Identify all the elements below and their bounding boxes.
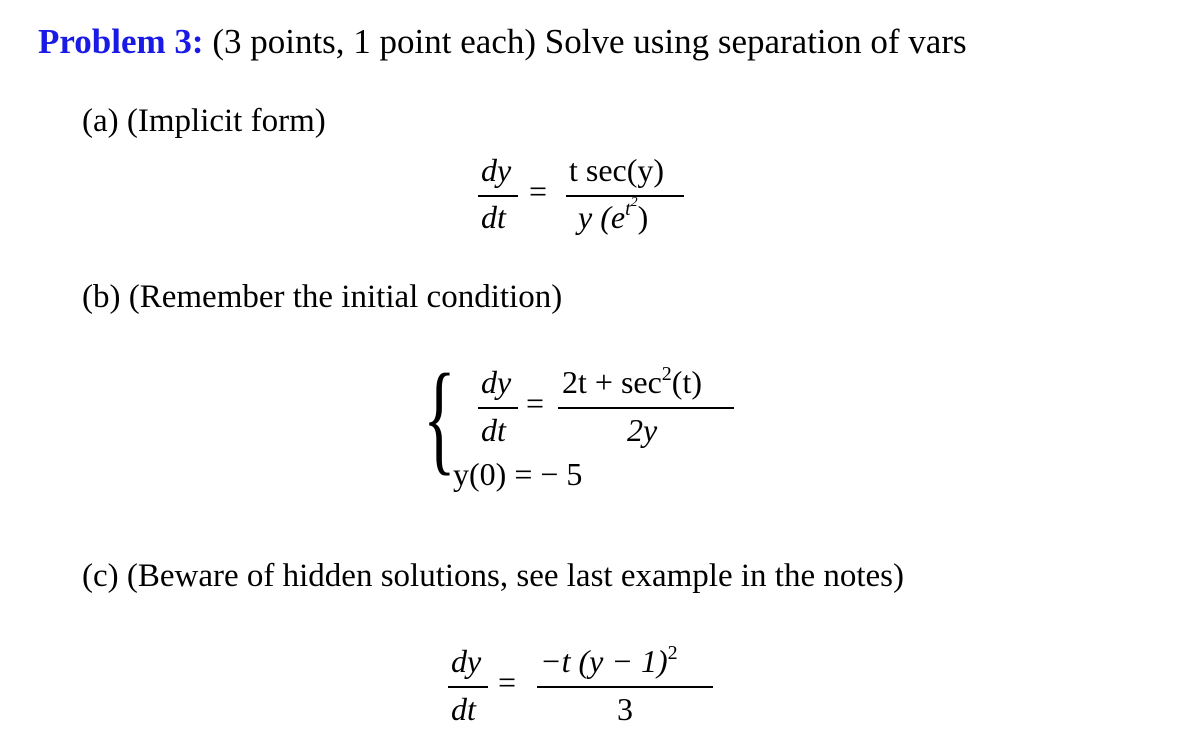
eq-b-rhs-denominator: 2y <box>627 412 658 448</box>
system-brace: { <box>423 349 456 486</box>
eq-a-equals: = <box>529 173 548 209</box>
eq-b-lhs-numerator: dy <box>481 364 512 400</box>
eq-c-lhs-numerator: dy <box>451 643 482 679</box>
eq-a-lhs-denominator: dt <box>481 199 506 235</box>
problem-label: Problem 3: <box>38 22 204 61</box>
eq-a-rhs-fraction-bar <box>566 195 684 197</box>
eq-c-rhs-fraction-bar <box>537 686 713 688</box>
eq-b-rhs-numerator: $2t + \sec^2(t)$ <box>562 363 702 400</box>
eq-a-lhs-fraction-bar <box>478 195 518 197</box>
part-a-text: (a) (Implicit form) <box>82 103 326 139</box>
eq-c-lhs-fraction-bar <box>448 686 488 688</box>
part-c-text: (c) (Beware of hidden solutions, see last example in the notes) <box>82 558 905 594</box>
eq-a-rhs-denominator: y $(e^{t2})$ <box>578 195 649 235</box>
problem-description: (3 points, 1 point each) Solve using separation of vars <box>212 22 967 61</box>
eq-b-equals: = <box>526 385 545 421</box>
eq-c-lhs-denominator: dt <box>451 691 476 727</box>
eq-b-lhs-denominator: dt <box>481 412 506 448</box>
eq-c-rhs-numerator: −t $(y - 1)^2$ <box>540 642 678 679</box>
initial-condition: y(0) = − 5 <box>453 456 583 492</box>
eq-a-lhs-numerator: dy <box>481 152 512 188</box>
eq-b-rhs-fraction-bar <box>558 407 734 409</box>
problem-heading <box>38 22 967 62</box>
part-b-text: (b) (Remember the initial condition) <box>82 279 563 315</box>
eq-c-equals: = <box>498 664 517 700</box>
eq-b-lhs-fraction-bar <box>478 407 518 409</box>
eq-a-rhs-numerator: t sec(y) <box>569 152 665 188</box>
eq-c-rhs-denominator: 3 <box>617 691 633 727</box>
